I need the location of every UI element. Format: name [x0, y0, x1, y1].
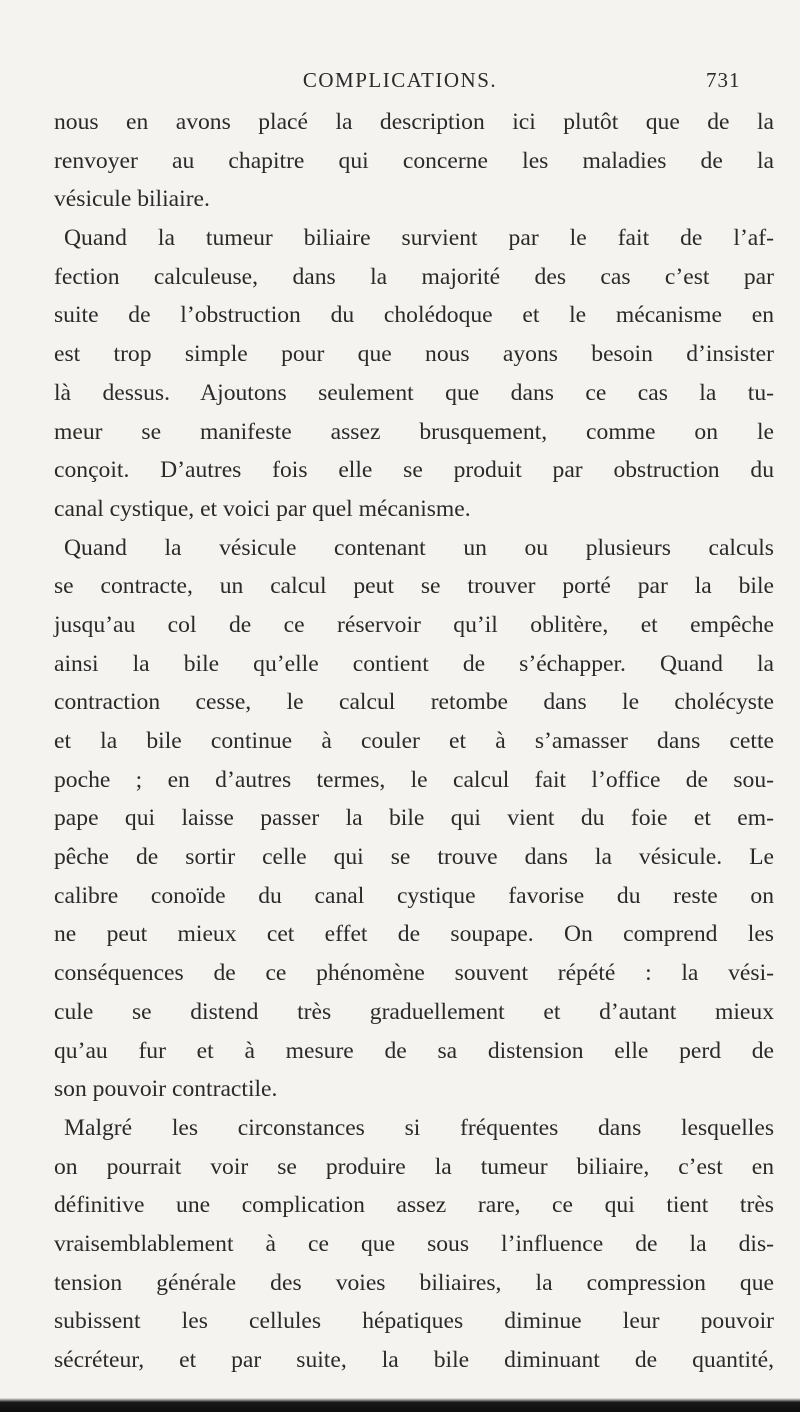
text-line: là dessus. Ajoutons seulement que dans ce cas la tu-: [54, 379, 774, 406]
text-line: ne peut mieux cet effet de soupape. On comprend les: [54, 921, 774, 948]
body-text: [54, 103, 774, 1380]
text-line: définitive une complication assez rare, ce qui tient très: [54, 1192, 774, 1219]
text-line: Quand la vésicule contenant un ou plusieurs calculs: [64, 534, 774, 561]
text-line: cule se distend très graduellement et d’autant mieux: [54, 998, 774, 1025]
text-line: conçoit. D’autres fois elle se produit par obstruction du: [54, 457, 774, 484]
text-line: pêche de sortir celle qui se trouve dans la vésicule. Le: [54, 844, 774, 871]
text-line: nous en avons placé la description ici plutôt que de la: [54, 109, 774, 135]
text-line: contraction cesse, le calcul retombe dans le cholécyste: [54, 689, 774, 716]
text-line: et la bile continue à couler et à s’amasser dans cette: [54, 728, 774, 754]
text-line: Malgré les circonstances si fréquentes dans lesquelles: [64, 1114, 774, 1141]
text-line: poche ; en d’autres termes, le calcul fait l’office de sou-: [54, 766, 774, 793]
text-line: tension générale des voies biliaires, la compression que: [54, 1269, 774, 1296]
text-line: est trop simple pour que nous ayons besoin d’insister: [54, 341, 774, 368]
text-line: vraisemblablement à ce que sous l’influence de la dis-: [54, 1230, 774, 1257]
text-line: calibre conoïde du canal cystique favorise du reste on: [54, 882, 774, 909]
text-line: suite de l’obstruction du cholédoque et le mécanisme en: [54, 302, 774, 329]
text-line: subissent les cellules hépatiques diminue leur pouvoir: [54, 1308, 774, 1335]
text-line: Quand la tumeur biliaire survient par le fait de l’af-: [64, 225, 774, 252]
text-line: son pouvoir contractile.: [54, 1076, 278, 1103]
text-line: on pourrait voir se produire la tumeur biliaire, c’est en: [54, 1153, 774, 1180]
running-head: COMPLICATIONS.: [302, 68, 498, 92]
page-number: 731: [706, 68, 741, 92]
text-line: renvoyer au chapitre qui concerne les maladies de la: [54, 147, 774, 174]
text-line: canal cystique, et voici par quel mécanisme.: [54, 495, 471, 522]
text-line: meur se manifeste assez brusquement, comme on le: [54, 418, 774, 445]
text-line: qu’au fur et à mesure de sa distension elle perd de: [54, 1037, 774, 1064]
text-line: pape qui laisse passer la bile qui vient du foie et em-: [54, 805, 774, 832]
text-line: se contracte, un calcul peut se trouver porté par la bile: [54, 573, 774, 600]
text-line: sécréteur, et par suite, la bile diminuant de quantité,: [54, 1347, 774, 1373]
text-line: ainsi la bile qu’elle contient de s’échapper. Quand la: [54, 650, 774, 677]
page-bottom-edge: [0, 1398, 800, 1412]
text-line: conséquences de ce phénomène souvent répété : la vési-: [54, 960, 774, 987]
text-line: jusqu’au col de ce réservoir qu’il oblitère, et empêche: [54, 611, 774, 638]
page-header: [0, 68, 800, 100]
text-line: vésicule biliaire.: [54, 186, 210, 213]
text-line: fection calculeuse, dans la majorité des cas c’est par: [54, 263, 774, 290]
